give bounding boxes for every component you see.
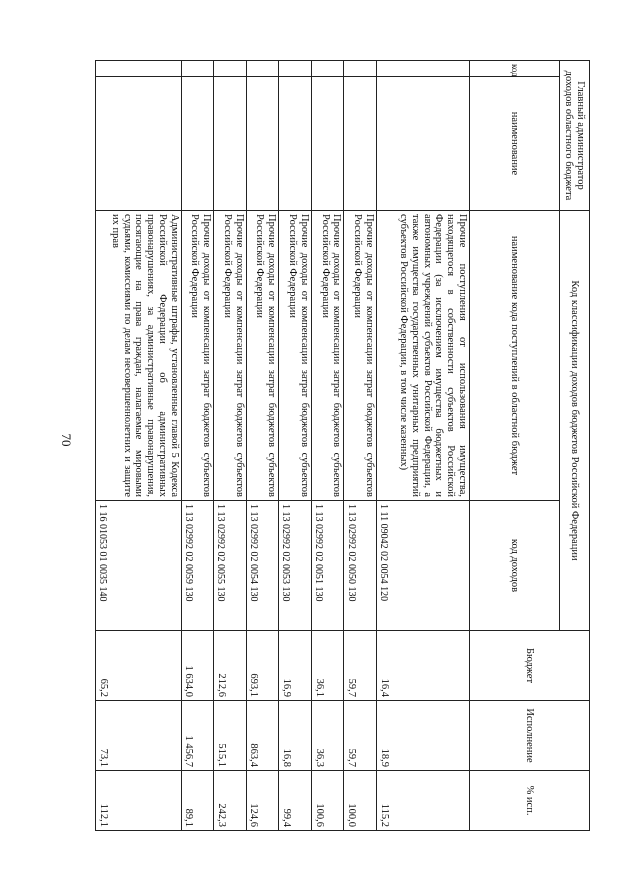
table-row	[376, 61, 469, 831]
cell-admin-code	[279, 61, 312, 77]
cell-admin-name	[246, 77, 279, 211]
cell-percent: 100,0	[344, 771, 377, 831]
cell-execution: 863,4	[246, 701, 279, 771]
cell-budget: 1 634,0	[181, 631, 214, 701]
table-row	[344, 61, 377, 831]
cell-budget: 36,1	[311, 631, 344, 701]
cell-income-name: Прочие доходы от компенсации затрат бюджетов субъектов Российской Федерации	[279, 211, 312, 501]
header-income-name: наименование кода поступлений в областной бюджет	[470, 211, 560, 501]
cell-percent: 124,6	[246, 771, 279, 831]
cell-admin-name	[279, 77, 312, 211]
header-admin-name: наименование	[470, 77, 560, 211]
cell-admin-name	[96, 77, 182, 211]
cell-admin-name	[376, 77, 469, 211]
table-row	[181, 61, 214, 831]
header-income-code: код доходов	[470, 501, 560, 631]
cell-execution: 36,3	[311, 701, 344, 771]
cell-budget: 59,7	[344, 631, 377, 701]
cell-percent: 89,1	[181, 771, 214, 831]
cell-admin-name	[181, 77, 214, 211]
cell-income-code: 1 13 02992 02 0055 130	[214, 501, 247, 631]
cell-execution: 1 456,7	[181, 701, 214, 771]
cell-execution: 16,8	[279, 701, 312, 771]
cell-budget: 16,4	[376, 631, 469, 701]
cell-execution: 515,1	[214, 701, 247, 771]
table-row	[311, 61, 344, 831]
cell-income-name: Прочие доходы от компенсации затрат бюджетов субъектов Российской Федерации	[311, 211, 344, 501]
cell-income-code: 1 13 02992 02 0054 130	[246, 501, 279, 631]
cell-admin-code	[376, 61, 469, 77]
cell-execution: 73,1	[96, 701, 182, 771]
cell-percent: 100,6	[311, 771, 344, 831]
cell-admin-name	[214, 77, 247, 211]
cell-execution: 59,7	[344, 701, 377, 771]
cell-income-name: Прочие поступления от использования имущества, находящегося в собственности субъектов Российской Федерации (за исключением имущества бюджетных и автономных учреждений субъектов Российской Федерации, а также имущества государственных унитарных предприятий субъектов Российской Федерации, в том числе казенных)	[376, 211, 469, 501]
cell-admin-name	[311, 77, 344, 211]
cell-budget: 65,2	[96, 631, 182, 701]
table-row	[96, 61, 182, 831]
cell-admin-code	[246, 61, 279, 77]
cell-admin-code	[96, 61, 182, 77]
page-number: 70	[59, 433, 74, 447]
header-class-group: Код классификации доходов бюджетов Российской Федерации	[560, 211, 590, 631]
cell-budget: 16,9	[279, 631, 312, 701]
header-budget: Бюджет	[470, 631, 590, 701]
cell-budget: 693,1	[246, 631, 279, 701]
header-percent: % исп.	[470, 771, 590, 831]
cell-income-code: 1 16 01053 01 0035 140	[96, 501, 182, 631]
cell-income-code: 1 13 02992 02 0053 130	[279, 501, 312, 631]
cell-percent: 115,2	[376, 771, 469, 831]
rotated-table-container	[95, 60, 590, 830]
cell-admin-code	[181, 61, 214, 77]
table-row	[214, 61, 247, 831]
cell-admin-code	[311, 61, 344, 77]
cell-income-name: Административные штрафы, установленные главой 5 Кодекса Российской Федерации об административных правонарушениях, за административные правонарушения, посягающие на права граждан, налагаемые мировыми судьями, комиссиями по делам несовершеннолетних и защите их прав	[96, 211, 182, 501]
table-row	[246, 61, 279, 831]
cell-income-code: 1 11 09042 02 0054 120	[376, 501, 469, 631]
header-admin-code: код	[470, 61, 560, 77]
cell-income-name: Прочие доходы от компенсации затрат бюджетов субъектов Российской Федерации	[181, 211, 214, 501]
cell-admin-code	[344, 61, 377, 77]
income-table	[95, 60, 590, 831]
cell-percent: 112,1	[96, 771, 182, 831]
cell-admin-name	[344, 77, 377, 211]
cell-percent: 99,4	[279, 771, 312, 831]
cell-income-name: Прочие доходы от компенсации затрат бюджетов субъектов Российской Федерации	[344, 211, 377, 501]
cell-income-name: Прочие доходы от компенсации затрат бюджетов субъектов Российской Федерации	[246, 211, 279, 501]
cell-budget: 212,6	[214, 631, 247, 701]
table-row	[279, 61, 312, 831]
cell-income-code: 1 13 02992 02 0051 130	[311, 501, 344, 631]
header-execution: Исполнение	[470, 701, 590, 771]
cell-percent: 242,3	[214, 771, 247, 831]
cell-execution: 18,9	[376, 701, 469, 771]
cell-income-code: 1 13 02992 02 0050 130	[344, 501, 377, 631]
header-admin-group: Главный администратор доходов областного бюджета	[560, 61, 590, 211]
cell-income-name: Прочие доходы от компенсации затрат бюджетов субъектов Российской Федерации	[214, 211, 247, 501]
cell-admin-code	[214, 61, 247, 77]
cell-income-code: 1 13 02992 02 0059 130	[181, 501, 214, 631]
